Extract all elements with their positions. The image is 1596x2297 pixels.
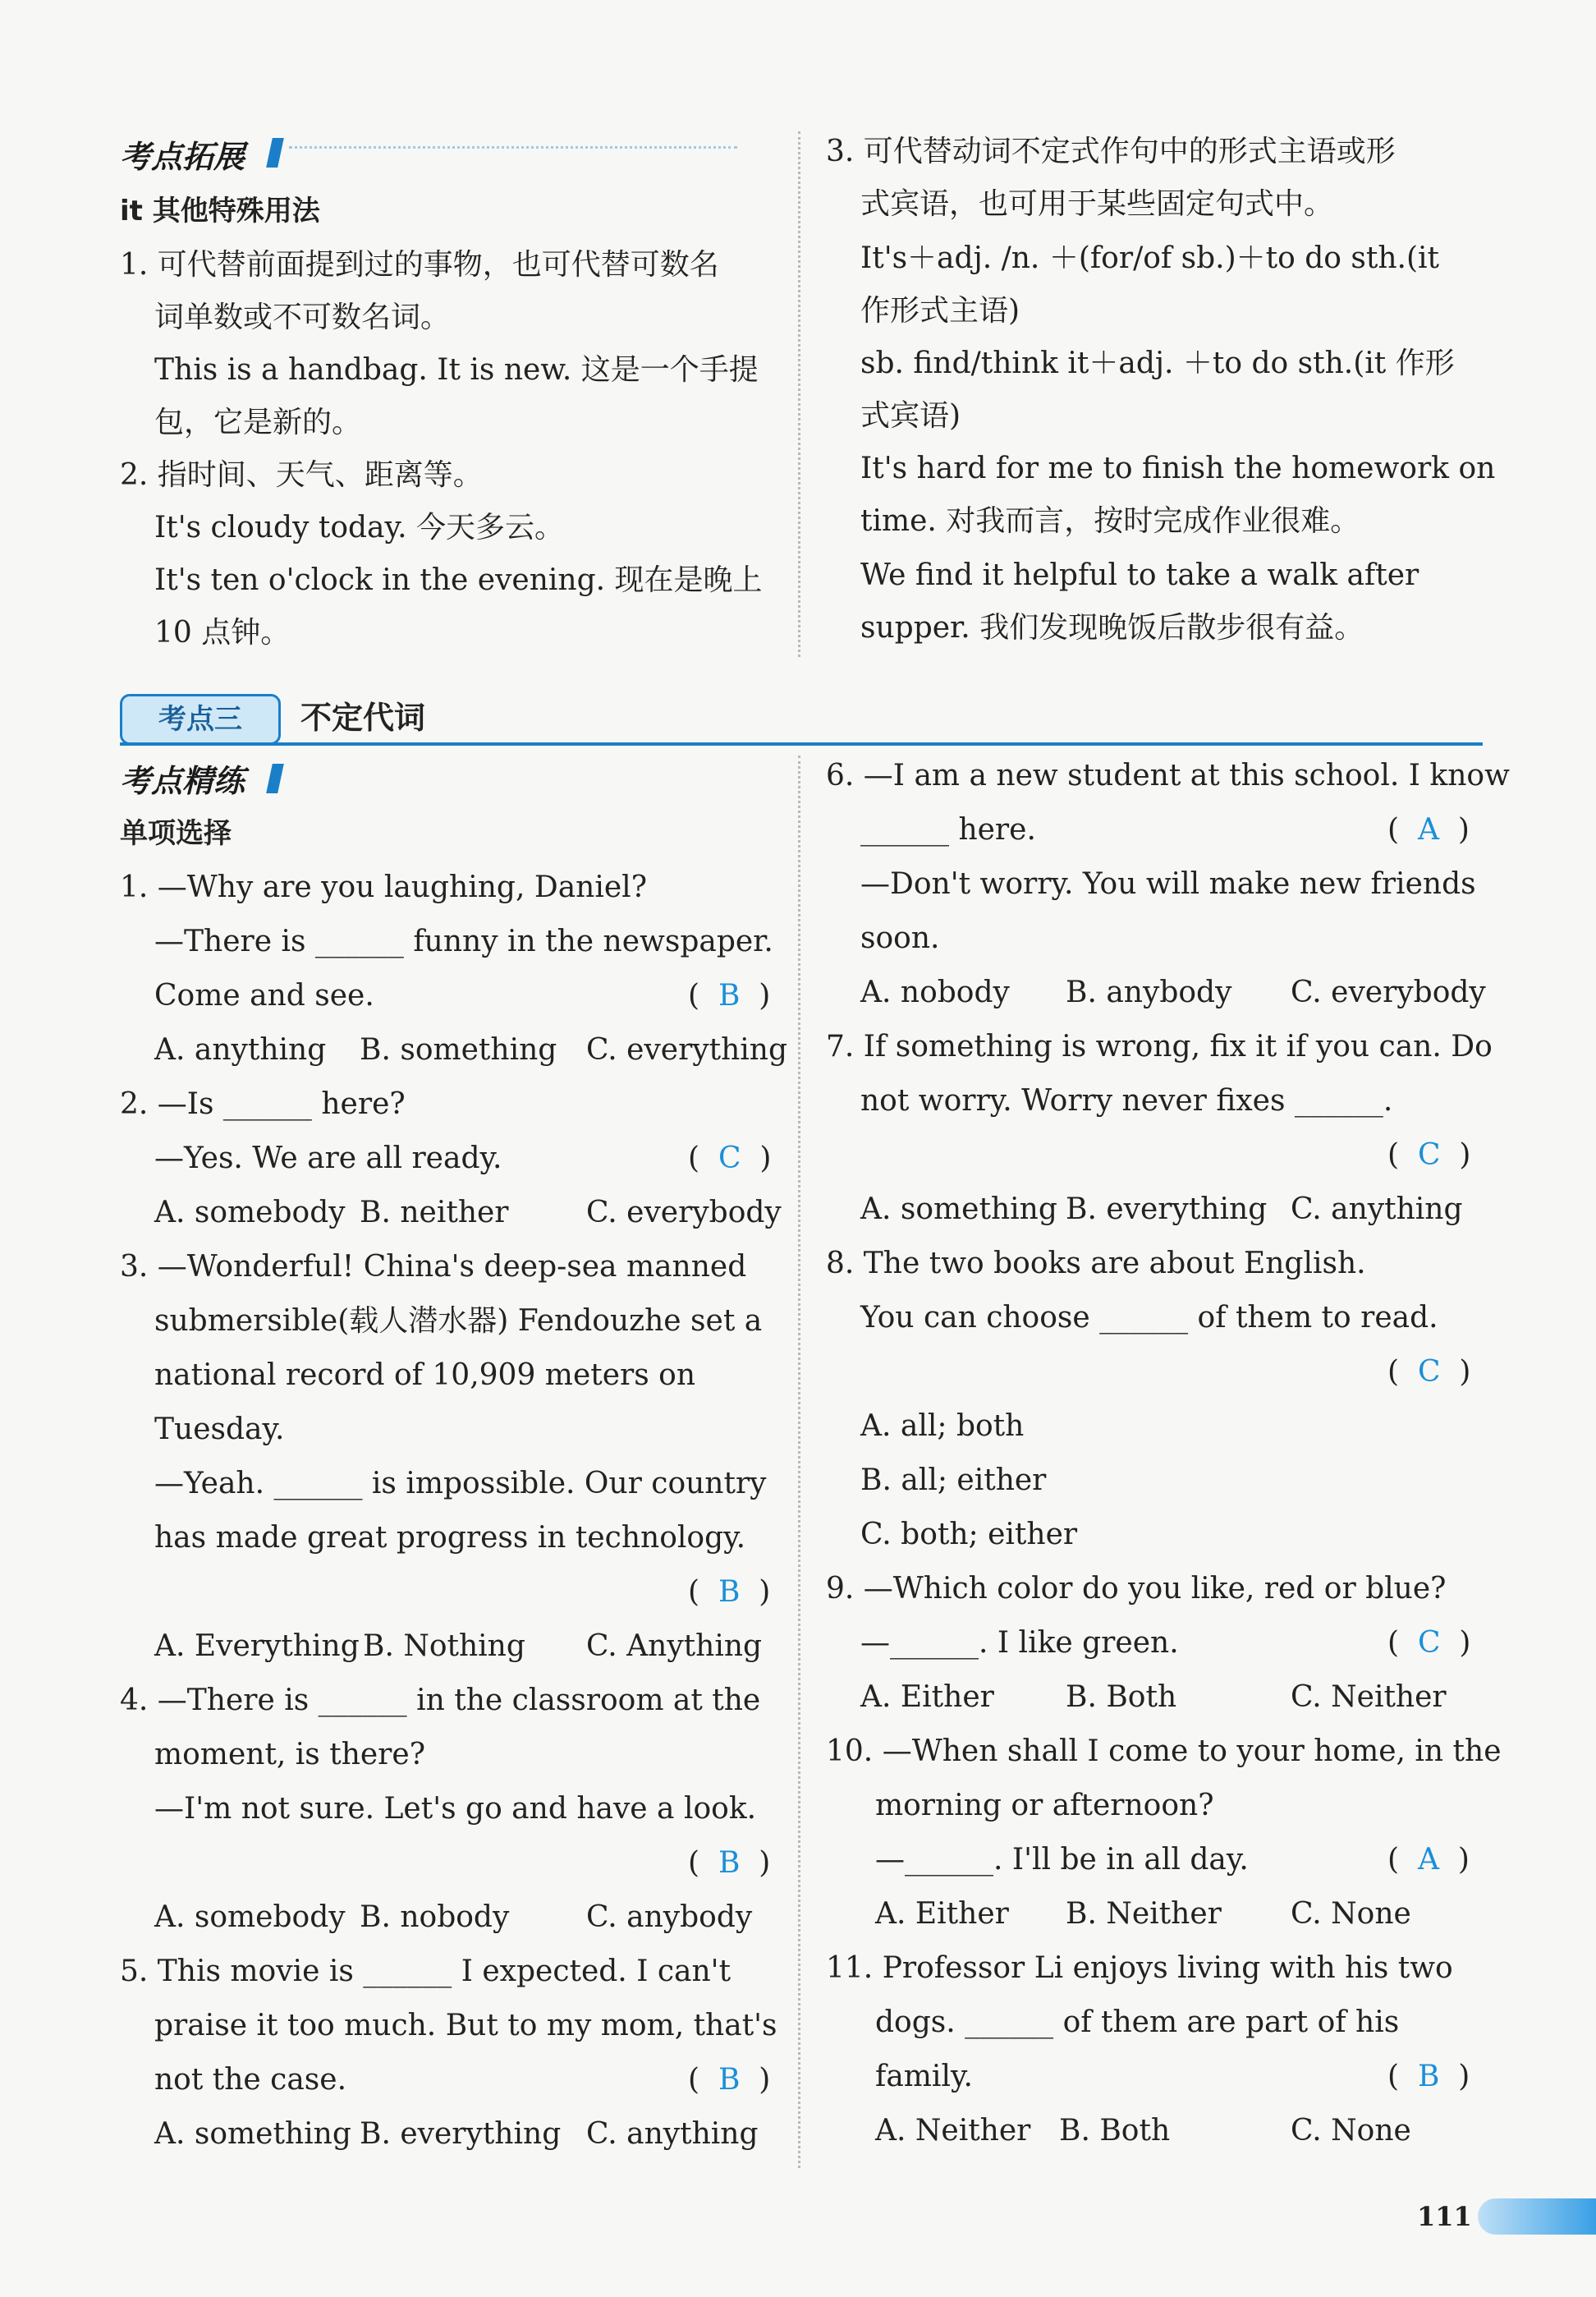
ext-left-line: It's ten o'clock in the evening. 现在是晚上	[154, 563, 763, 597]
options-q9	[860, 1677, 1484, 1718]
answer-q1: ( B )	[688, 979, 771, 1013]
option-a: A. somebody	[154, 1196, 346, 1229]
answer-q3: ( B )	[688, 1575, 771, 1609]
question-line: family.	[875, 2060, 973, 2093]
extension-subheader: it 其他特殊用法	[120, 195, 320, 227]
options-q3	[154, 1626, 778, 1667]
topic-badge: 考点三	[120, 694, 281, 745]
answer-q11: ( B )	[1387, 2060, 1470, 2093]
answer-letter: C	[718, 1142, 741, 1175]
answer-letter: C	[1417, 1355, 1441, 1389]
answer-q2: ( C )	[688, 1142, 772, 1175]
column-divider	[798, 131, 800, 657]
question-line: —Don't worry. You will make new friends	[860, 867, 1476, 901]
answer-q10: ( A )	[1387, 1843, 1470, 1877]
option-c: C. everything	[586, 1033, 788, 1067]
answer-q9: ( C )	[1387, 1626, 1471, 1660]
answer-letter: B	[718, 1575, 741, 1609]
option-b: B. neither	[360, 1196, 509, 1229]
answer-q8: ( C )	[1387, 1355, 1471, 1389]
ext-left-line: This is a handbag. It is new. 这是一个手提	[154, 353, 759, 387]
ext-right-line: time. 对我而言，按时完成作业很难。	[860, 504, 1360, 538]
option-b: B. Both	[1059, 2114, 1171, 2148]
ext-left-line: 2. 指时间、天气、距离等。	[120, 458, 483, 492]
options-q5	[154, 2114, 778, 2155]
answer-q6: ( A )	[1387, 813, 1470, 847]
ext-left-line: 10 点钟。	[154, 616, 291, 650]
question-line: has made great progress in technology.	[154, 1521, 746, 1555]
question-line: soon.	[860, 921, 940, 955]
header-bar-icon	[266, 138, 284, 168]
header-bar-icon	[266, 764, 284, 793]
dotted-rule	[289, 146, 737, 149]
page-tab-decoration	[1478, 2198, 1596, 2235]
topic-rule	[120, 742, 1483, 746]
option-a: A. all; both	[860, 1409, 1025, 1443]
options-q7	[860, 1189, 1484, 1230]
topic-title: 不定代词	[300, 700, 426, 736]
ext-right-line: It's hard for me to finish the homework on	[860, 452, 1496, 485]
question-line: Come and see.	[154, 979, 374, 1013]
option-c: C. everybody	[586, 1196, 782, 1229]
ext-right-line: 式宾语，也可用于某些固定句式中。	[860, 187, 1334, 221]
answer-letter: C	[1417, 1626, 1441, 1660]
option-a: A. anything	[154, 1033, 327, 1067]
answer-letter: A	[1417, 813, 1439, 847]
ext-right-line: sb. find/think it＋adj. ＋to do sth.(it 作形	[860, 347, 1455, 380]
question-line: —I'm not sure. Let's go and have a look.	[154, 1792, 757, 1826]
option-c: C. None	[1291, 2114, 1411, 2148]
answer-letter: B	[1417, 2060, 1440, 2093]
option-c: C. both; either	[860, 1518, 1078, 1551]
option-a: A. somebody	[154, 1900, 346, 1934]
answer-q5: ( B )	[688, 2063, 771, 2097]
ext-left-line: 包，它是新的。	[154, 406, 362, 439]
ext-left-line: 1. 可代替前面提到过的事物，也可代替可数名	[120, 248, 719, 282]
option-b: B. Neither	[1066, 1897, 1222, 1931]
question-line: praise it too much. But to my mom, that's	[154, 2009, 777, 2042]
question-line: 11. Professor Li enjoys living with his two	[826, 1951, 1453, 1985]
question-line: submersible(载人潜水器) Fendouzhe set a	[154, 1304, 763, 1338]
options-q6	[860, 972, 1484, 1013]
practice-header: 考点精练	[120, 763, 245, 799]
ext-left-line: It's cloudy today. 今天多云。	[154, 511, 564, 544]
question-line: 4. —There is ______ in the classroom at the	[120, 1684, 761, 1717]
question-line: national record of 10,909 meters on	[154, 1358, 696, 1392]
option-b: B. anybody	[1066, 976, 1232, 1009]
option-b: B. everything	[1066, 1192, 1268, 1226]
question-line: 5. This movie is ______ I expected. I can't	[120, 1955, 732, 1988]
option-a: A. something	[154, 2117, 351, 2151]
question-line: —______. I'll be in all day.	[875, 1843, 1249, 1877]
option-c: C. everybody	[1291, 976, 1486, 1009]
question-line: morning or afternoon?	[875, 1789, 1214, 1822]
column-divider	[798, 756, 800, 2168]
options-q2	[154, 1192, 782, 1233]
question-line: dogs. ______ of them are part of his	[875, 2005, 1400, 2039]
question-line: 6. —I am a new student at this school. I know	[826, 759, 1510, 792]
question-line: —______. I like green.	[860, 1626, 1179, 1660]
option-a: A. nobody	[860, 976, 1010, 1009]
question-line: 2. —Is ______ here?	[120, 1087, 406, 1121]
question-line: 3. —Wonderful! China's deep-sea manned	[120, 1250, 747, 1284]
option-c: C. anything	[586, 2117, 759, 2151]
practice-subheader: 单项选择	[120, 817, 232, 850]
answer-letter: B	[718, 979, 741, 1013]
answer-q7: ( C )	[1387, 1138, 1471, 1172]
ext-right-line: 3. 可代替动词不定式作句中的形式主语或形	[826, 135, 1396, 168]
option-b: B. Both	[1066, 1680, 1177, 1714]
option-c: C. None	[1291, 1897, 1411, 1931]
question-line: not the case.	[154, 2063, 347, 2097]
option-c: C. anybody	[586, 1900, 753, 1934]
option-c: C. Anything	[586, 1629, 763, 1663]
extension-header: 考点拓展	[120, 139, 245, 175]
page-number: 111	[1417, 2201, 1472, 2232]
question-line: —There is ______ funny in the newspaper.	[154, 925, 773, 958]
options-q11	[875, 2111, 1484, 2152]
question-line: You can choose ______ of them to read.	[860, 1301, 1438, 1335]
option-b: B. something	[360, 1033, 557, 1067]
question-line: —Yeah. ______ is impossible. Our country	[154, 1467, 767, 1500]
options-q1	[154, 1030, 788, 1071]
question-line: Tuesday.	[154, 1413, 285, 1446]
ext-right-line: We find it helpful to take a walk after	[860, 558, 1419, 592]
answer-q4: ( B )	[688, 1846, 771, 1880]
option-c: C. anything	[1291, 1192, 1463, 1226]
question-line: 1. —Why are you laughing, Daniel?	[120, 871, 647, 904]
ext-right-line: 作形式主语)	[860, 294, 1020, 328]
answer-letter: B	[718, 2063, 741, 2097]
option-b: B. nobody	[360, 1900, 510, 1934]
option-a: A. something	[860, 1192, 1057, 1226]
option-a: A. Either	[875, 1897, 1009, 1931]
option-b: B. everything	[360, 2117, 562, 2151]
ext-right-line: supper. 我们发现晚饭后散步很有益。	[860, 611, 1364, 645]
option-a: A. Neither	[875, 2114, 1031, 2148]
question-line: moment, is there?	[154, 1738, 425, 1771]
answer-letter: B	[718, 1846, 741, 1880]
question-line: not worry. Worry never fixes ______.	[860, 1084, 1393, 1118]
question-line: —Yes. We are all ready.	[154, 1142, 502, 1175]
answer-letter: C	[1417, 1138, 1441, 1172]
question-line: 10. —When shall I come to your home, in the	[826, 1734, 1502, 1768]
question-line: 7. If something is wrong, fix it if you can. Do	[826, 1030, 1493, 1064]
option-b: B. Nothing	[363, 1629, 525, 1663]
question-line: ______ here.	[860, 813, 1036, 847]
ext-left-line: 词单数或不可数名词。	[154, 301, 451, 334]
answer-letter: A	[1417, 1843, 1439, 1877]
options-q4	[154, 1897, 778, 1938]
ext-right-line: It's＋adj. /n. ＋(for/of sb.)＋to do sth.(it	[860, 241, 1439, 275]
option-c: C. Neither	[1291, 1680, 1447, 1714]
option-a: A. Either	[860, 1680, 994, 1714]
options-q10	[875, 1894, 1484, 1935]
option-b: B. all; either	[860, 1463, 1047, 1497]
option-a: A. Everything	[154, 1629, 360, 1663]
ext-right-line: 式宾语)	[860, 399, 961, 433]
question-line: 8. The two books are about English.	[826, 1247, 1366, 1280]
question-line: 9. —Which color do you like, red or blue?	[826, 1572, 1447, 1606]
